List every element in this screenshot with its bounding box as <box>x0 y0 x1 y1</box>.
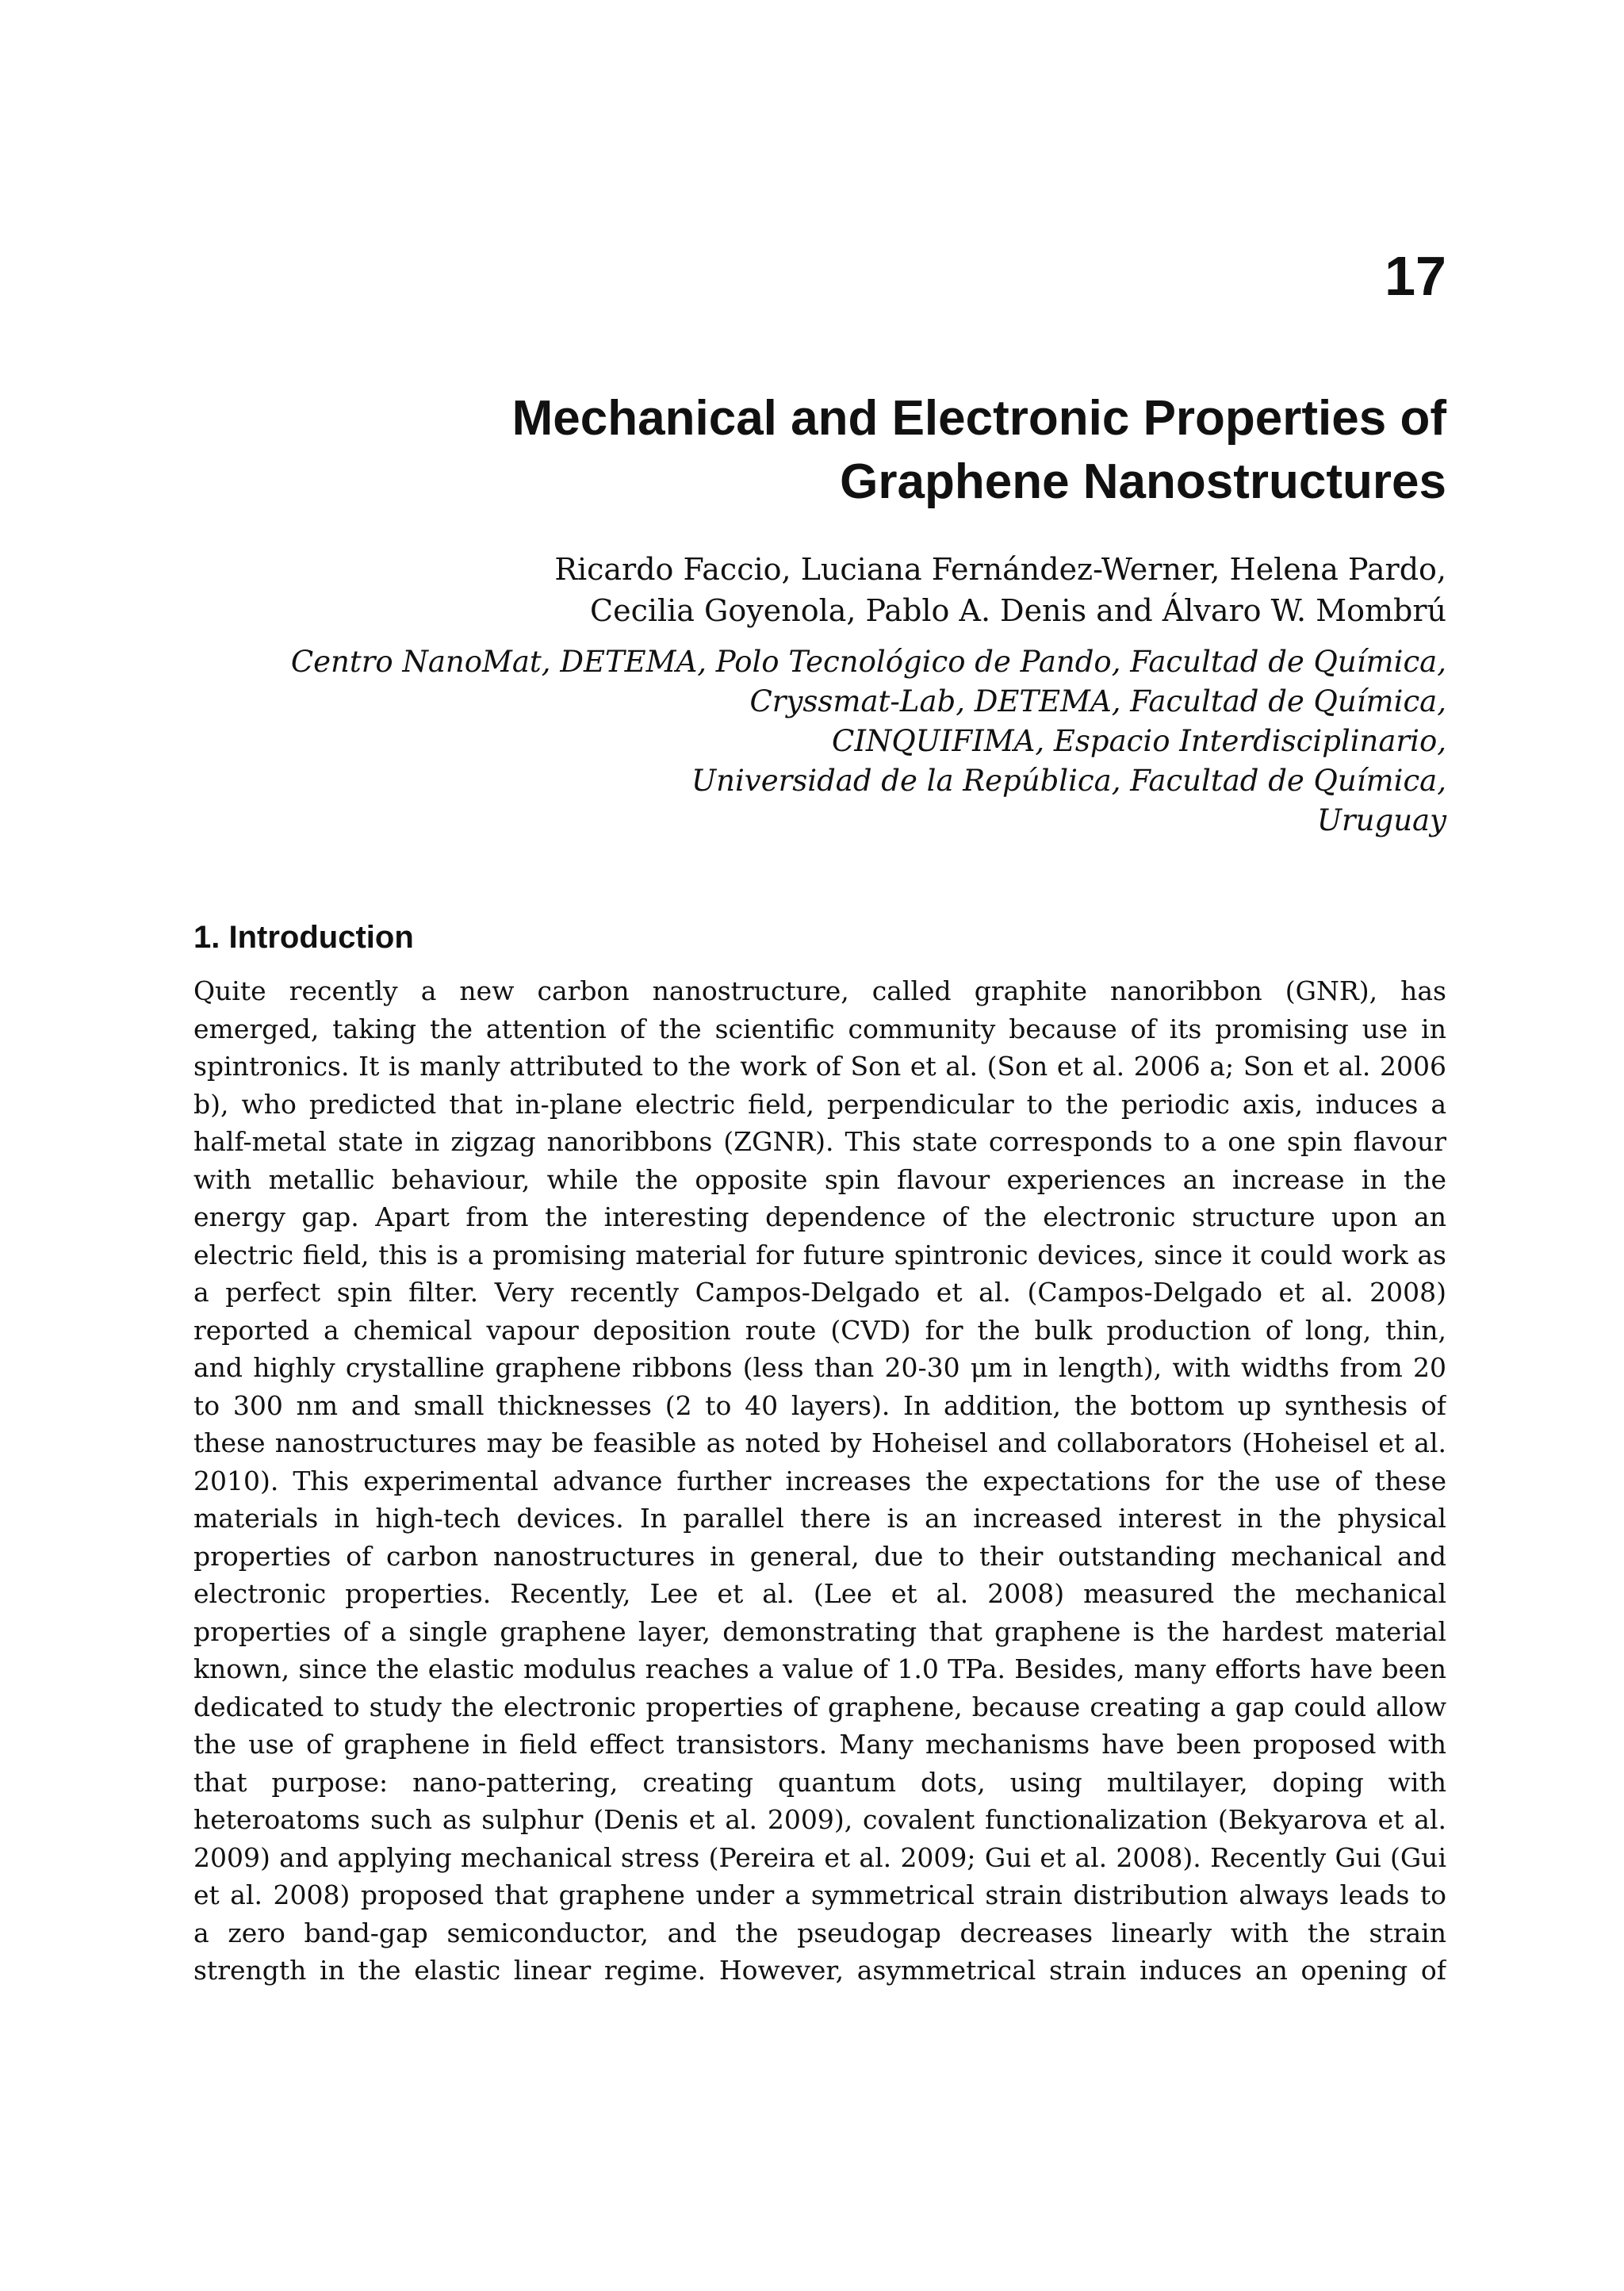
body-line: et al. 2008) proposed that graphene under a symmetrical strain distribution always leads to <box>193 1879 1446 1910</box>
body-line: dedicated to study the electronic properties of graphene, because creating a gap could allow <box>193 1691 1446 1722</box>
body-line: the use of graphene in field effect transistors. Many mechanisms have been proposed with <box>193 1729 1446 1760</box>
body-line: 2009) and applying mechanical stress (Pereira et al. 2009; Gui et al. 2008). Recently Gui (Gui <box>193 1841 1446 1873</box>
body-line: a perfect spin filter. Very recently Campos-Delgado et al. (Campos-Delgado et al. 2008) <box>193 1277 1446 1308</box>
body-line: to 300 nm and small thicknesses (2 to 40 layers). In addition, the bottom up synthesis of <box>193 1389 1446 1421</box>
affiliation-line: CINQUIFIMA, Espacio Interdisciplinario, <box>832 724 1446 758</box>
body-line: spintronics. It is manly attributed to the work of Son et al. (Son et al. 2006 a; Son et al. 2006 <box>193 1051 1446 1082</box>
body-line: energy gap. Apart from the interesting dependence of the electronic structure upon an <box>193 1201 1446 1232</box>
body-line: 2010). This experimental advance further increases the expectations for the use of these <box>193 1465 1446 1496</box>
author-line: Ricardo Faccio, Luciana Fernández-Werner, Helena Pardo, <box>554 552 1446 587</box>
body-line: and highly crystalline graphene ribbons (less than 20-30 μm in length), with widths from 20 <box>193 1352 1446 1383</box>
body-line: heteroatoms such as sulphur (Denis et al. 2009), covalent functionalization (Bekyarova et al. <box>193 1804 1446 1835</box>
body-line: properties of a single graphene layer, demonstrating that graphene is the hardest material <box>193 1615 1446 1647</box>
body-line: that purpose: nano-pattering, creating quantum dots, using multilayer, doping with <box>193 1766 1446 1798</box>
body-line: strength in the elastic linear regime. However, asymmetrical strain induces an opening of <box>193 1955 1446 1986</box>
author-list <box>98 549 1446 631</box>
body-line: electric field, this is a promising material for future spintronic devices, since it could work as <box>193 1239 1446 1270</box>
body-line: reported a chemical vapour deposition route (CVD) for the bulk production of long, thin, <box>193 1314 1446 1346</box>
body-line: properties of carbon nanostructures in general, due to their outstanding mechanical and <box>193 1540 1446 1572</box>
affiliation-line: Universidad de la República, Facultad de Química, <box>691 764 1446 798</box>
body-line: a zero band-gap semiconductor, and the pseudogap decreases linearly with the strain <box>193 1917 1446 1948</box>
title-line: Mechanical and Electronic Properties of <box>511 391 1446 446</box>
body-line: b), who predicted that in-plane electric field, perpendicular to the periodic axis, induces a <box>193 1088 1446 1120</box>
affiliation-line: Cryssmat-Lab, DETEMA, Facultad de Química, <box>749 684 1446 718</box>
body-line: known, since the elastic modulus reaches a value of 1.0 TPa. Besides, many efforts have been <box>193 1653 1446 1684</box>
affiliation-line: Centro NanoMat, DETEMA, Polo Tecnológico de Pando, Facultad de Química, <box>290 645 1446 679</box>
body-text <box>193 972 1446 1990</box>
chapter-number: 17 <box>1385 245 1446 307</box>
body-line: half-metal state in zigzag nanoribbons (ZGNR). This state corresponds to a one spin flavour <box>193 1126 1446 1157</box>
section-heading: 1. Introduction <box>193 920 414 955</box>
body-line: electronic properties. Recently, Lee et al. (Lee et al. 2008) measured the mechanical <box>193 1578 1446 1609</box>
affiliation-line: Uruguay <box>1316 803 1446 837</box>
body-line: Quite recently a new carbon nanostructure, called graphite nanoribbon (GNR), has <box>193 975 1446 1006</box>
author-line: Cecilia Goyenola, Pablo A. Denis and Álvaro W. Mombrú <box>590 593 1446 628</box>
title-line: Graphene Nanostructures <box>840 454 1446 509</box>
body-line: materials in high-tech devices. In parallel there is an increased interest in the physical <box>193 1503 1446 1534</box>
body-line: with metallic behaviour, while the opposite spin flavour experiences an increase in the <box>193 1163 1446 1195</box>
chapter-title <box>98 387 1446 514</box>
affiliation <box>98 642 1446 841</box>
body-line: these nanostructures may be feasible as noted by Hoheisel and collaborators (Hoheisel et al. <box>193 1427 1446 1458</box>
body-line: emerged, taking the attention of the scientific community because of its promising use in <box>193 1013 1446 1044</box>
